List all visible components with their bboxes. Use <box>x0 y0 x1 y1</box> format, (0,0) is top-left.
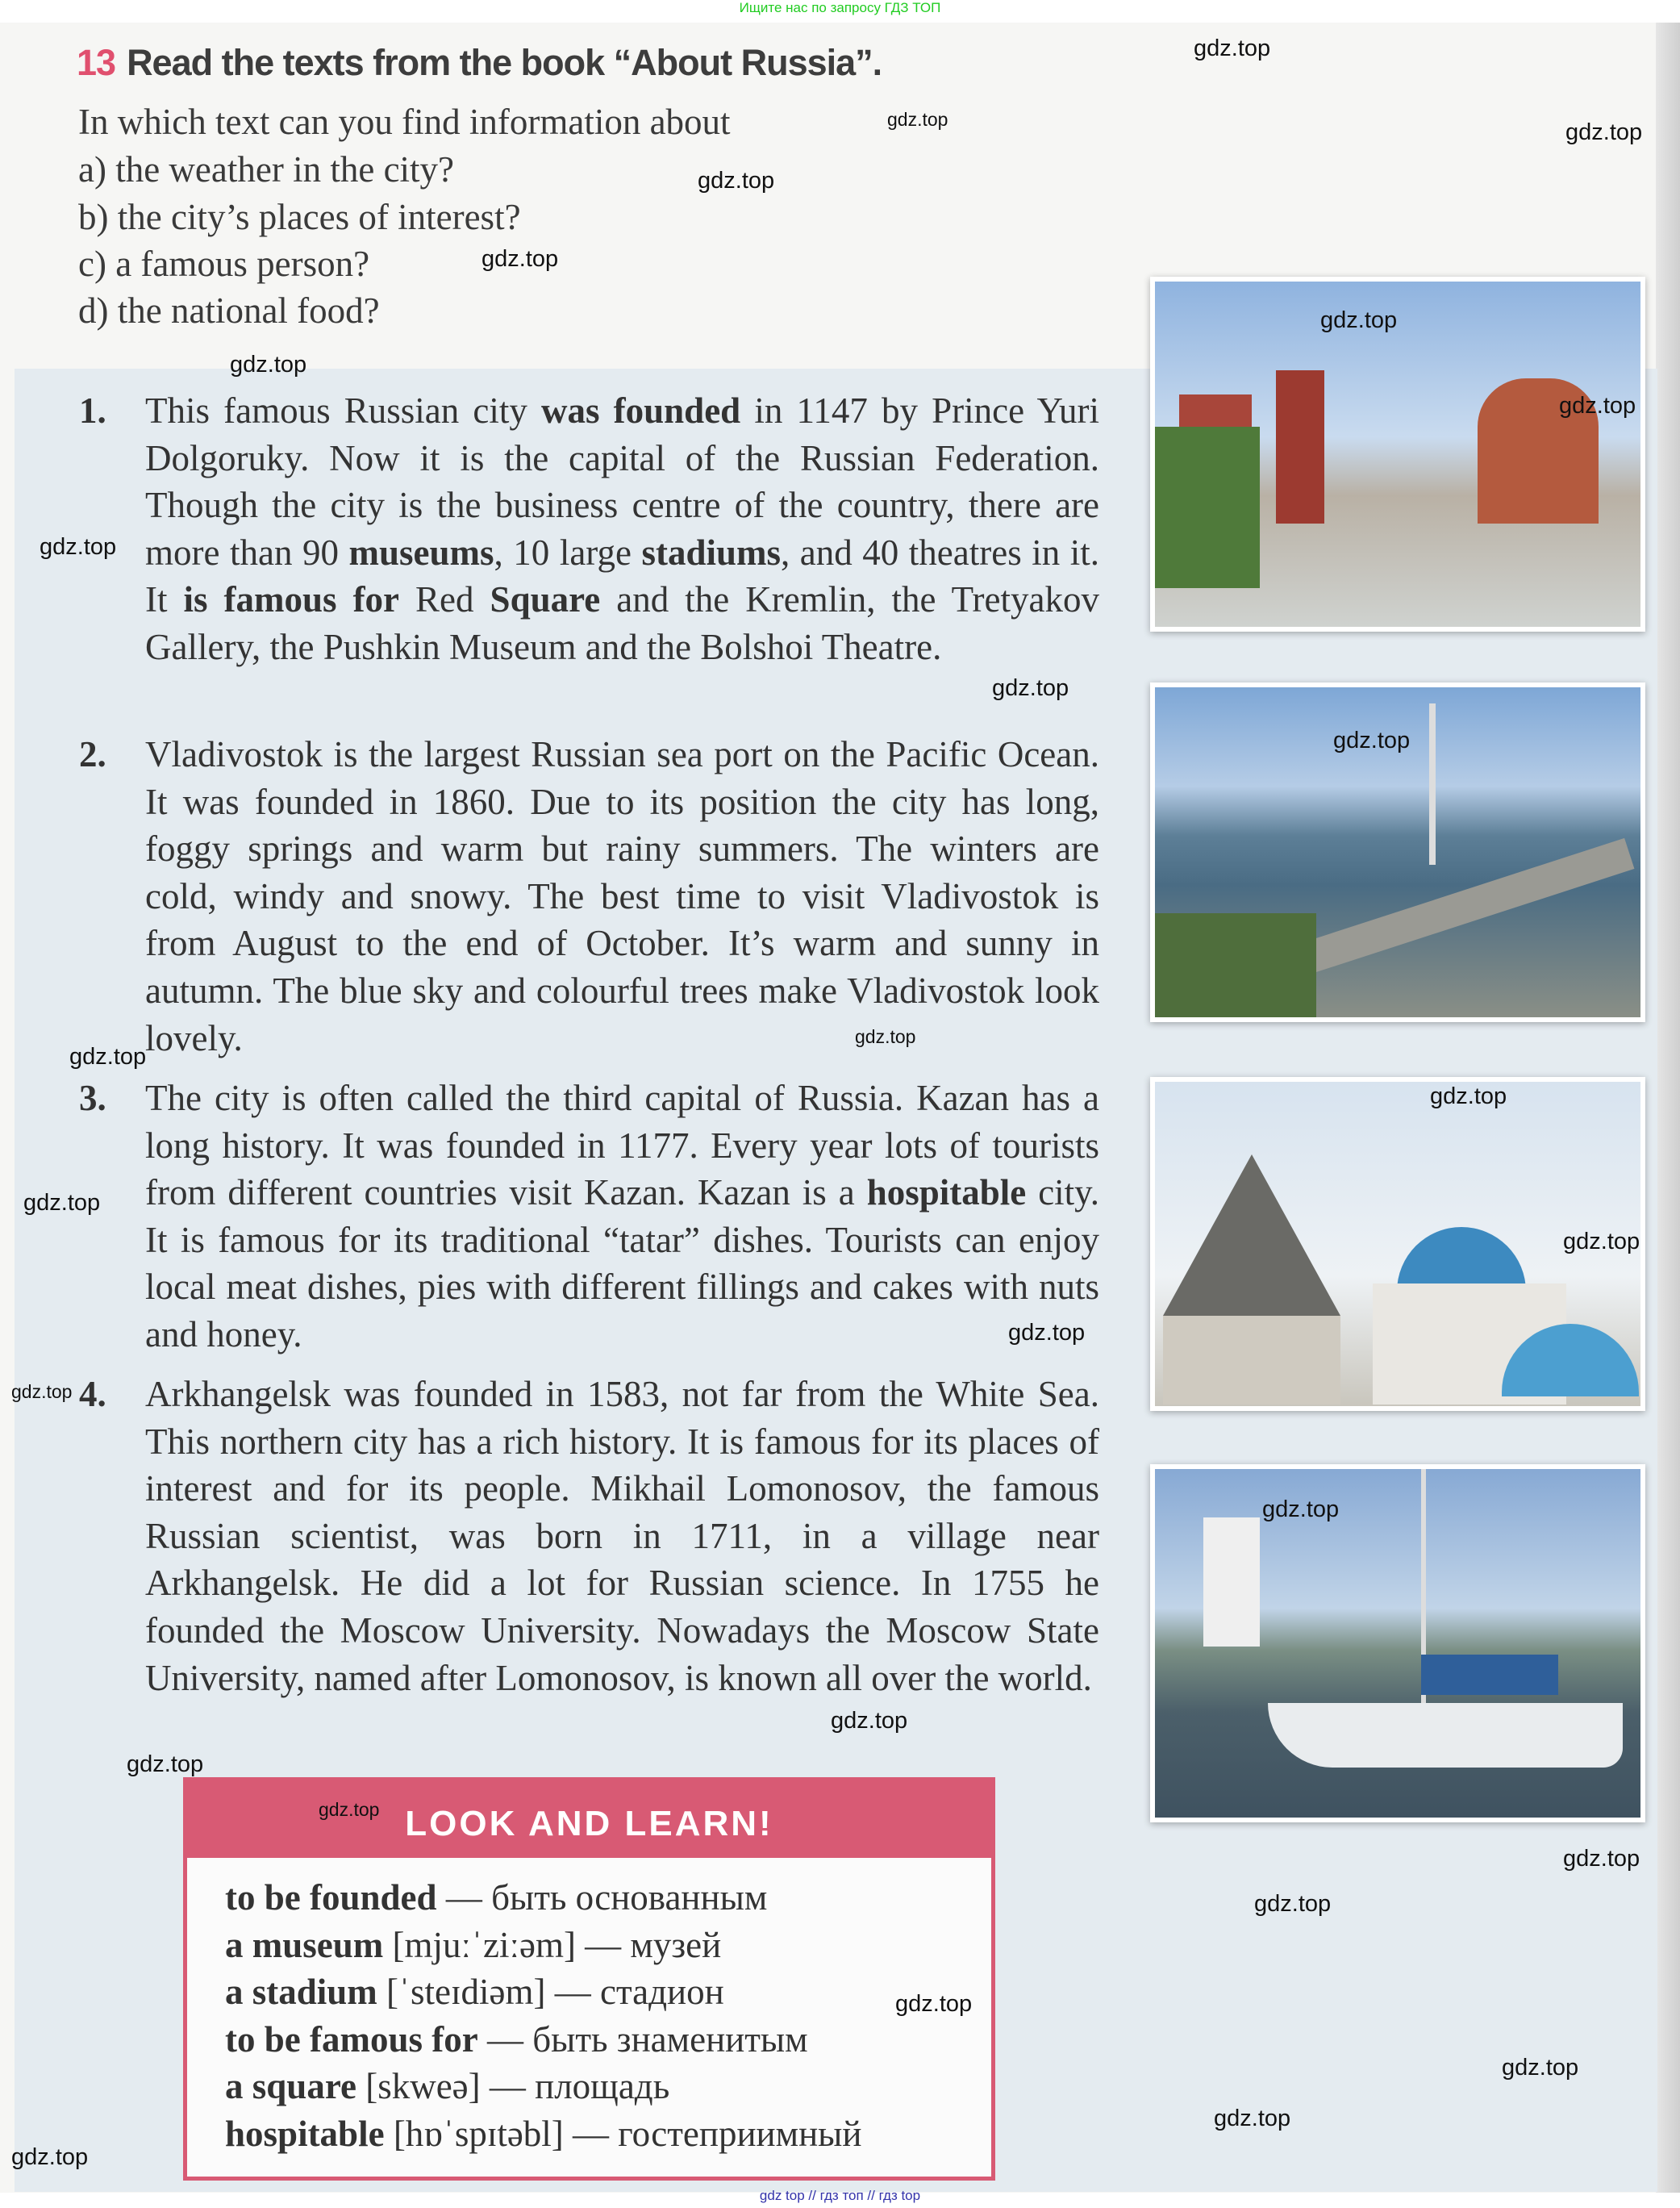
watermark: gdz.top <box>40 534 117 560</box>
text-number: 1. <box>79 390 106 431</box>
watermark: gdz.top <box>23 1190 101 1216</box>
vocabulary-term: to be famous for <box>225 2018 478 2060</box>
vocabulary-translation: — быть основанным <box>436 1877 768 1918</box>
watermark: gdz.top <box>319 1799 380 1820</box>
exercise-title: Read the texts from the book “About Russia”. <box>127 42 882 83</box>
watermark: gdz.top <box>1502 2055 1579 2081</box>
question-d: d) the national food? <box>78 290 380 331</box>
photo-arkhangelsk-harbour <box>1150 1464 1645 1822</box>
text-segment: , and 40 theatres in it. It <box>145 532 1100 620</box>
watermark: gdz.top <box>481 246 559 272</box>
page-spine <box>1656 23 1680 2193</box>
watermark: gdz.top <box>895 1991 973 2017</box>
text-1 <box>145 387 1099 671</box>
text-2 <box>145 731 1099 1062</box>
vocabulary-translation: [ˈsteɪdiəm] — стадион <box>377 1972 724 2012</box>
text-segment: in 1147 by Prince Yuri Dolgoruky. Now it is the capital of the Russian Federation. Though the city is the business centre of the country, there are more than 90 <box>145 390 1100 573</box>
text-number: 3. <box>79 1078 106 1118</box>
watermark: gdz.top <box>855 1026 916 1047</box>
text-3 <box>145 1075 1099 1359</box>
watermark: gdz.top <box>230 352 307 378</box>
vocabulary-item <box>225 1874 991 1922</box>
vocabulary-item <box>225 2063 991 2110</box>
watermark: gdz.top <box>1254 1891 1332 1917</box>
vocabulary-term: to be founded <box>225 1877 437 1918</box>
text-segment: Vladivostok is the largest Russian sea port on the Pacific Ocean. It was founded in 1860. Due to its position the city has long, foggy springs and warm but rainy summers. The winters are cold, windy and snowy. The best time to visit Vladivostok is from August to the end of October. It’s warm and sunny in autumn. The blue sky and colourful trees make Vladivostok look lovely. <box>145 734 1099 1058</box>
vocabulary-term: a stadium <box>225 1972 377 2012</box>
footer-note: gdz top // гдз топ // гдз top <box>759 2188 921 2203</box>
vocabulary-translation: [hɒˈspɪtəbl] — гостеприимный <box>384 2113 862 2154</box>
text-4 <box>145 1371 1099 1701</box>
question-c: c) a famous person? <box>78 244 370 284</box>
watermark: gdz.top <box>1214 2106 1291 2131</box>
vocabulary-term: hospitable <box>225 2113 385 2154</box>
vocabulary-term: a square <box>225 2066 356 2106</box>
watermark: gdz.top <box>1565 119 1643 145</box>
question-a: a) the weather in the city? <box>78 149 455 190</box>
watermark: gdz.top <box>1008 1320 1086 1346</box>
watermark: gdz.top <box>1563 1229 1640 1254</box>
watermark: gdz.top <box>831 1708 908 1734</box>
exercise-prompt: In which text can you find information about <box>78 102 731 142</box>
text-segment: The city is often called the third capital of Russia. Kazan has a long history. It was founded in 1177. Every year lots of tourists from different countries visit Kazan. Kazan is a <box>145 1078 1099 1213</box>
watermark: gdz.top <box>1320 307 1398 333</box>
vocabulary-item <box>225 2016 991 2064</box>
exercise-number: 13 <box>77 42 116 83</box>
watermark: gdz.top <box>698 168 775 194</box>
text-segment: Red <box>399 579 490 620</box>
bold-term: is famous for <box>183 579 400 620</box>
text-segment: and the Kremlin, the Tretyakov Gallery, the Pushkin Museum and the Bolshoi Theatre. <box>145 579 1099 667</box>
vocabulary-term: a museum <box>225 1924 384 1965</box>
vocabulary-translation: — быть знаменитым <box>477 2018 808 2060</box>
text-segment: Arkhangelsk was founded in 1583, not far from the White Sea. This northern city has a rich history. It is famous for its places of interest and for its people. Mikhail Lomonosov, the famous Russian scientist, was born in 1711, in a village near Arkhangelsk. He did a lot for Russian science. In 1755 he founded the Moscow University. Nowadays the Moscow State University, named after Lomonosov, is known all over the world. <box>145 1374 1099 1698</box>
watermark: gdz.top <box>1262 1496 1340 1522</box>
bold-term: Square <box>490 579 601 620</box>
vocabulary-item <box>225 2110 991 2158</box>
look-and-learn-title: LOOK AND LEARN! <box>187 1781 991 1858</box>
look-and-learn-box <box>183 1777 995 2181</box>
vocabulary-translation: [skweə] — площадь <box>356 2066 670 2106</box>
bold-term: museums <box>348 532 494 573</box>
watermark: gdz.top <box>1430 1083 1507 1109</box>
text-number: 2. <box>79 734 106 774</box>
watermark: gdz.top <box>69 1044 147 1070</box>
watermark: gdz.top <box>1563 1846 1640 1872</box>
watermark: gdz.top <box>1559 393 1636 419</box>
top-note: Ищите нас по запросу ГДЗ ТОП <box>739 0 941 15</box>
vocabulary-translation: [mjuːˈziːəm] — музей <box>383 1924 722 1965</box>
photo-moscow-red-square <box>1150 277 1645 632</box>
bold-term: stadiums <box>641 532 782 573</box>
text-segment: , 10 large <box>494 532 642 573</box>
text-segment: This famous Russian city <box>145 390 541 431</box>
text-segment: city. It is famous for its traditional “tatar” dishes. Tourists can enjoy local meat dishes, pies with different fillings and cakes with nuts and honey. <box>145 1172 1100 1354</box>
vocabulary-list <box>187 1858 991 2157</box>
watermark: gdz.top <box>887 109 948 130</box>
exercise-heading <box>77 42 882 84</box>
text-number: 4. <box>79 1374 106 1414</box>
vocabulary-item <box>225 1968 991 2016</box>
bold-term: hospitable <box>866 1172 1027 1213</box>
watermark: gdz.top <box>992 675 1069 701</box>
bold-term: was founded <box>541 390 741 431</box>
watermark: gdz.top <box>1194 35 1271 61</box>
watermark: gdz.top <box>11 1381 73 1402</box>
watermark: gdz.top <box>127 1751 204 1777</box>
watermark: gdz.top <box>11 2144 89 2170</box>
vocabulary-item <box>225 1922 991 1969</box>
watermark: gdz.top <box>1333 728 1411 753</box>
question-b: b) the city’s places of interest? <box>78 197 521 237</box>
